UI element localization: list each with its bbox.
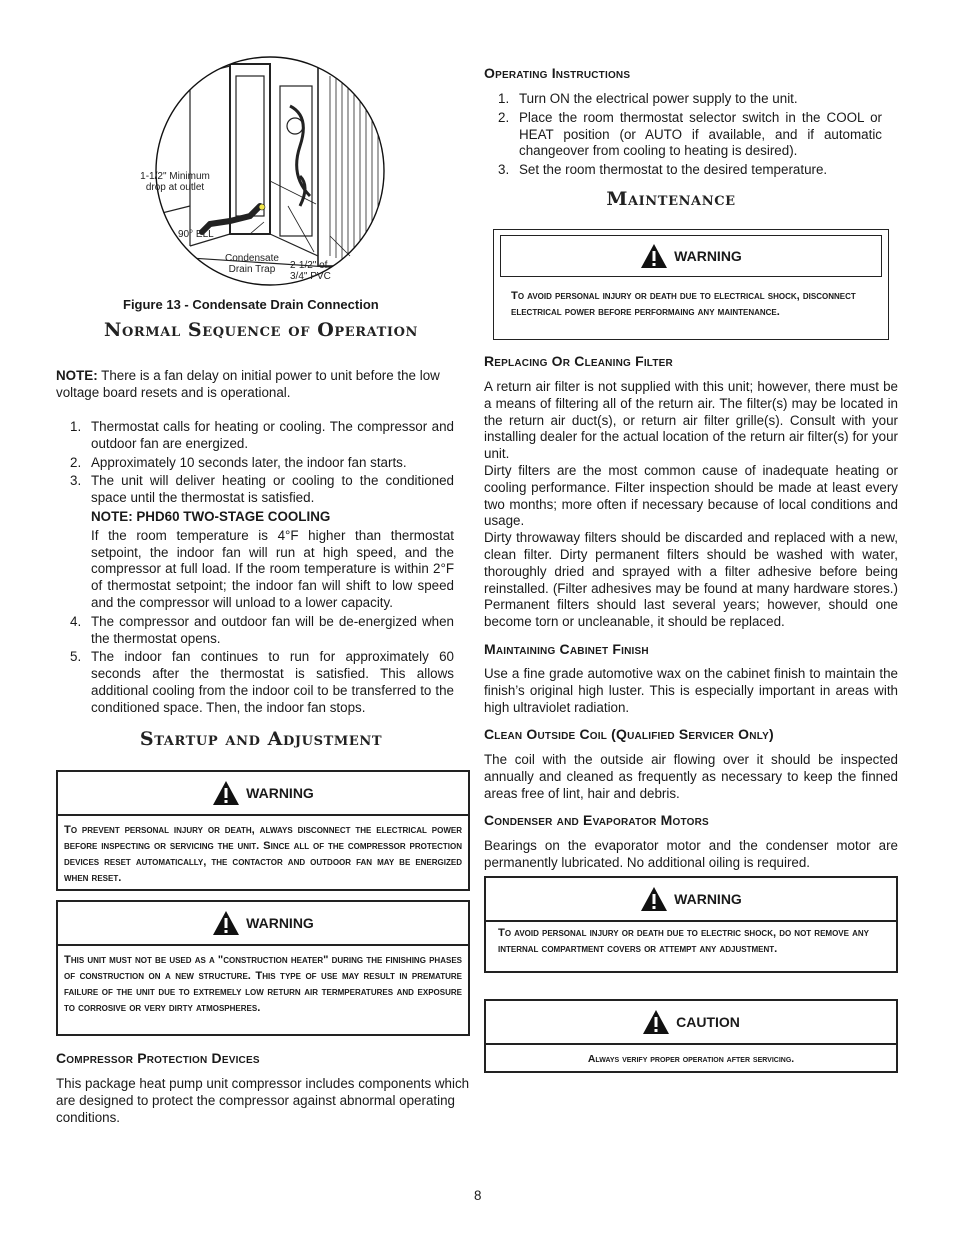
warning-text: To avoid personal injury or death due to electrical shock, disconnect electrical power before performaing any maintenance.	[511, 290, 856, 318]
warning-label: WARNING	[246, 784, 314, 801]
sequence-steps	[56, 419, 454, 717]
motors-text: Bearings on the evaporator motor and the condenser motor are permanently lubricated. No additional oiling is required.	[484, 838, 898, 870]
callout-pvc: 2-1/2" of 3/4" PVC	[290, 260, 331, 282]
normal-sequence-heading: Normal Sequence of Operation	[103, 319, 419, 341]
callout-min-drop: 1-1/2" Minimum drop at outlet	[140, 171, 210, 193]
warning-label: WARNING	[246, 914, 314, 931]
motors-heading: Condenser and Evaporator Motors	[484, 812, 709, 828]
two-stage-note-label: NOTE: PHD60 TWO-STAGE COOLING	[91, 508, 331, 524]
filter-text	[484, 379, 898, 631]
warning-text: This unit must not be used as a "construction heater" during the finishing phases of construction on a new structure. This type of use may result in premature failure of the unit due to extremely low return air termperatures and exposure to corrosive or very dirty atmospheres.	[64, 954, 462, 1014]
sequence-step: 2. Approximately 10 seconds later, the indoor fan starts.	[70, 454, 407, 470]
warning-box-maintenance	[493, 229, 889, 340]
cabinet-finish-heading: Maintaining Cabinet Finish	[484, 641, 649, 657]
warning-box-disconnect-power	[56, 770, 470, 891]
sequence-step: 5. The indoor fan continues to run for approximately 60 seconds after the thermostat is satisfied. This allows additional cooling from the indoor coil to be transferred to the conditioned space. Then, the indoor fan stops.	[70, 649, 454, 715]
outside-coil-text: The coil with the outside air flowing over it should be inspected annually and cleaned as frequently as necessary to keep the finned areas free of lint, hair and debris.	[484, 752, 898, 801]
warning-header	[58, 772, 468, 816]
caution-header	[486, 1001, 896, 1045]
warning-header	[486, 878, 896, 922]
warning-triangle-icon	[640, 886, 668, 912]
two-stage-note-text: If the room temperature is 4°F higher than thermostat setpoint, the indoor fan will run at high speed, and the compressor at full load. If the room temperature is within 2°F of thermostat setpoint; the indoor fan will shift to low speed and the compressor will unload to a lower capacity.	[91, 527, 454, 610]
compressor-protection-text: This package heat pump unit compressor includes components which are designed to protect the compressor against abnormal operating conditions.	[56, 1076, 470, 1125]
filter-paragraph: A return air filter is not supplied with this unit; however, there must be a means of filtering all of the return air. The filter(s) may be located in the return air duct(s), or return air filter grille(s). Consult with your installing dealer for the actual location of the return air filter(s) for your unit.	[484, 379, 898, 462]
warning-header	[500, 235, 882, 277]
sequence-note	[56, 368, 470, 402]
outside-coil-heading: Clean Outside Coil (Qualified Servicer Only)	[484, 726, 774, 742]
warning-text: To prevent personal injury or death, always disconnect the electrical power before inspecting or servicing the unit. Since all of the compressor protection devices reset automatically, the contactor and outdoor fan may be energized when reset.	[64, 824, 462, 884]
sequence-step: 3. The unit will deliver heating or cooling to the conditioned space until the thermostat is satisfied. NOTE: PHD60 TWO-STAGE COOLING If the room temperature is 4°F higher than thermostat setpoint, the indoor fan will run at high speed, and the compressor at full load. If the room temperature is within 2°F of thermostat setpoint; the indoor fan will shift to low speed and the compressor will unload to a lower capacity.	[70, 473, 454, 610]
caution-label: CAUTION	[676, 1013, 740, 1030]
sequence-step: 1. Thermostat calls for heating or cooling. The compressor and outdoor fan are energized.	[70, 419, 454, 451]
warning-triangle-icon	[212, 780, 240, 806]
warning-text: To avoid personal injury or death due to electric shock, do not remove any internal compartment covers or attempt any adjustment.	[498, 927, 869, 955]
caution-triangle-icon	[642, 1009, 670, 1035]
operating-step: 1. Turn ON the electrical power supply to the unit.	[498, 91, 798, 106]
caution-text: Always verify proper operation after servicing.	[587, 1054, 795, 1065]
note-text: There is a fan delay on initial power to unit before the low voltage board resets and is operational.	[56, 368, 440, 400]
caution-box	[484, 999, 898, 1073]
warning-triangle-icon	[640, 243, 668, 269]
operating-steps	[484, 91, 882, 179]
warning-box-construction-heater	[56, 900, 470, 1036]
warning-label: WARNING	[674, 247, 742, 264]
cabinet-finish-text: Use a fine grade automotive wax on the cabinet finish to maintain the finish’s original high luster. This is especially important in areas with high ultraviolet radiation.	[484, 666, 898, 715]
callout-drain-trap: Condensate Drain Trap	[225, 253, 279, 275]
maintenance-heading: Maintenance	[606, 188, 736, 210]
compressor-protection-heading: Compressor Protection Devices	[56, 1050, 260, 1066]
warning-header	[58, 902, 468, 946]
startup-heading: Startup and Adjustment	[139, 728, 383, 750]
page-number: 8	[474, 1188, 482, 1203]
filter-paragraph: Dirty throwaway filters should be discarded and replaced with a new, clean filter. Dirty permanent filters should be washed with water, thoroughly dried and sprayed with a filter adhesive before being reinstalled. (Filter adhesives may be found at many hardware stores.) Permanent filters should last several years; however, should one become torn or uncleanable, it should be replaced.	[484, 530, 898, 630]
operating-step: 3. Set the room thermostat to the desired temperature.	[498, 162, 828, 178]
filter-heading: Replacing Or Cleaning Filter	[484, 353, 673, 369]
note-label: NOTE:	[56, 368, 98, 383]
warning-box-compartment-covers	[484, 876, 898, 973]
callout-ell: 90° ELL	[178, 229, 214, 240]
filter-paragraph: Dirty filters are the most common cause of inadequate heating or cooling performance. Filter inspection should be made at least every two months; more often if necessary because of local conditions and usage.	[484, 462, 898, 529]
warning-label: WARNING	[674, 890, 742, 907]
operating-instructions-heading: Operating Instructions	[484, 65, 631, 81]
warning-triangle-icon	[212, 910, 240, 936]
condensate-drain-figure	[130, 56, 470, 296]
sequence-step: 4. The compressor and outdoor fan will be de-energized when the thermostat opens.	[70, 613, 454, 646]
figure-caption: Figure 13 - Condensate Drain Connection	[123, 297, 379, 312]
operating-step: 2. Place the room thermostat selector switch in the COOL or HEAT position (or AUTO if available, and if automatic changeover from cooling to heating is desired).	[498, 109, 882, 159]
